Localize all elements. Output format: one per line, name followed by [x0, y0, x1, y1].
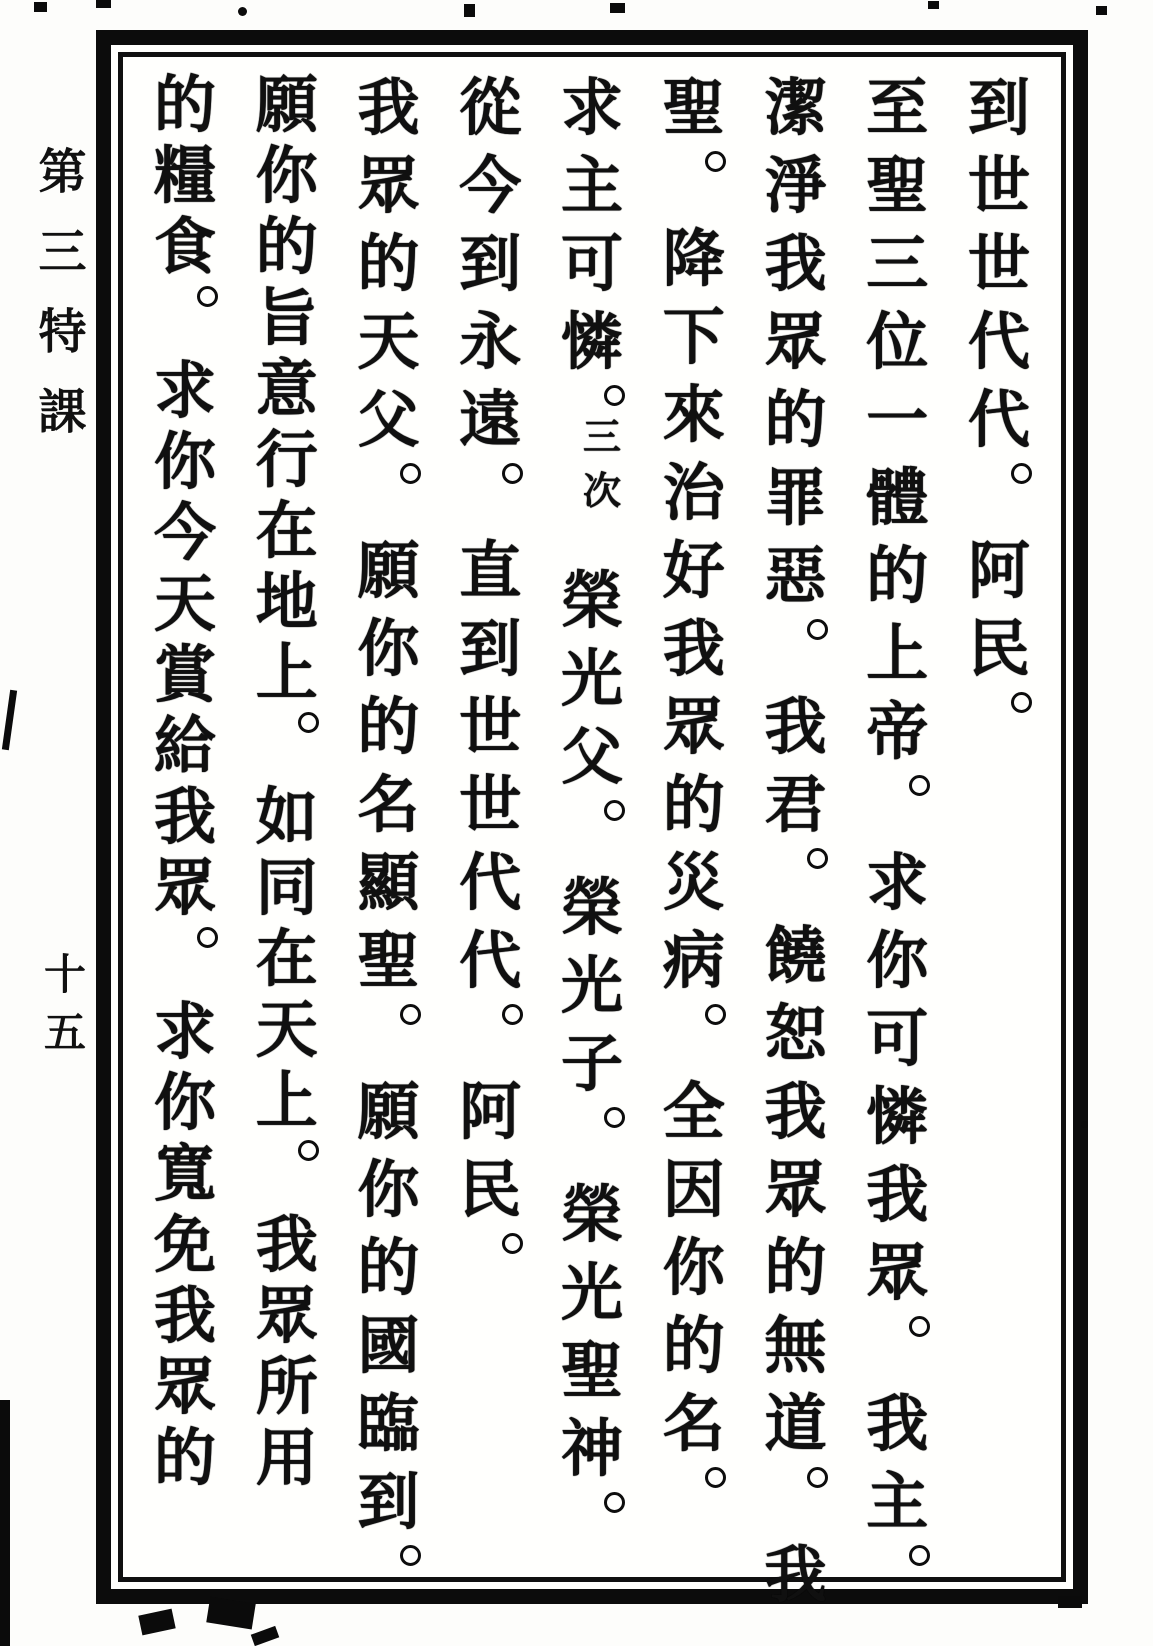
cjk-char: 我: [153, 1279, 216, 1352]
period-mark: [807, 848, 828, 869]
cjk-char: 願: [255, 68, 318, 141]
cjk-char: 憐: [866, 1080, 929, 1153]
cjk-char: 同: [255, 851, 318, 924]
prayer-column-9: [135, 69, 235, 1571]
ink-speck: [96, 0, 111, 8]
cjk-char: 的: [255, 210, 318, 283]
period-mark: [604, 1107, 625, 1128]
text-gap: [184, 952, 186, 996]
cjk-char: 求: [866, 846, 929, 919]
text-gap: [286, 1165, 288, 1209]
period-mark: [298, 712, 319, 733]
page-number: 十五: [38, 952, 87, 1068]
cjk-char: 主: [560, 149, 623, 222]
period-mark: [604, 1492, 625, 1513]
text-gap: [184, 311, 186, 355]
scan-smudge: [138, 1609, 175, 1636]
cjk-char: 我: [255, 1208, 318, 1281]
cjk-char: 眾: [153, 1350, 216, 1423]
period-mark: [909, 1316, 930, 1337]
cjk-char: 下: [662, 300, 725, 373]
cjk-char: 民: [459, 1153, 522, 1226]
cjk-char: 所: [255, 1350, 318, 1423]
period-mark: [909, 1545, 930, 1566]
cjk-char: 你: [866, 924, 929, 997]
cjk-char: 國: [357, 1309, 420, 1382]
cjk-char: 今: [153, 496, 216, 569]
cjk-char: 名: [662, 1387, 725, 1460]
text-gap: [388, 1029, 390, 1073]
cjk-char: 免: [153, 1208, 216, 1281]
cjk-char: 饒: [764, 919, 827, 992]
cjk-char: 我: [153, 780, 216, 853]
cjk-char: 罪: [764, 461, 827, 534]
cjk-char: 神: [560, 1412, 623, 1485]
cjk-char: 光: [560, 1256, 623, 1329]
prayer-column-6: [440, 69, 540, 1571]
cjk-char: 到: [459, 612, 522, 685]
ink-speck: [34, 2, 47, 12]
text-gap: [998, 488, 1000, 532]
cjk-char: 降: [662, 222, 725, 295]
cjk-char: 世: [967, 149, 1030, 222]
cjk-char: 眾: [662, 690, 725, 763]
cjk-char: 帝: [866, 695, 929, 768]
cjk-char: 用: [255, 1421, 318, 1494]
period-mark: [502, 1004, 523, 1025]
cjk-char: 憐: [560, 305, 623, 378]
cjk-char: 從: [459, 71, 522, 144]
period-mark: [502, 1233, 523, 1254]
cjk-char: 你: [153, 1066, 216, 1139]
cjk-char: 惡: [764, 539, 827, 612]
cjk-char: 聖: [560, 1334, 623, 1407]
text-gap: [489, 488, 491, 532]
cjk-char: 可: [560, 227, 623, 300]
cjk-char: 一: [866, 383, 929, 456]
cjk-char: 病: [662, 924, 725, 997]
cjk-char: 給: [153, 709, 216, 782]
cjk-char: 天: [357, 305, 420, 378]
prayer-column-8: [237, 69, 337, 1571]
scan-smudge: [1058, 1596, 1082, 1608]
cjk-char: 君: [764, 768, 827, 841]
cjk-char: 的: [662, 768, 725, 841]
ink-speck: [1081, 1121, 1088, 1128]
cjk-char: 可: [866, 1002, 929, 1075]
cjk-char: 我: [764, 227, 827, 300]
prayer-column-3: [746, 69, 846, 1611]
cjk-char: 永: [459, 305, 522, 378]
cjk-char: 食: [153, 210, 216, 283]
cjk-char: 求: [153, 354, 216, 427]
annotation-char: 三: [582, 414, 621, 459]
cjk-char: 願: [357, 1075, 420, 1148]
cjk-char: 父: [560, 720, 623, 793]
cjk-char: 遠: [459, 383, 522, 456]
cjk-char: 聖: [357, 924, 420, 997]
cjk-char: 全: [662, 1075, 725, 1148]
cjk-char: 榮: [560, 564, 623, 637]
text-gap: [795, 644, 797, 688]
cjk-char: 聖: [866, 149, 929, 222]
period-mark: [1011, 692, 1032, 713]
period-mark: [705, 1004, 726, 1025]
cjk-char: 如: [255, 780, 318, 853]
cjk-char: 代: [459, 846, 522, 919]
cjk-char: 子: [560, 1027, 623, 1100]
period-mark: [705, 1467, 726, 1488]
cjk-char: 我: [662, 612, 725, 685]
cjk-char: 寬: [153, 1137, 216, 1210]
period-mark: [1011, 463, 1032, 484]
scan-smudge: [251, 1626, 280, 1646]
cjk-char: 到: [967, 71, 1030, 144]
cjk-char: 代: [459, 924, 522, 997]
cjk-char: 無: [764, 1309, 827, 1382]
cjk-char: 淨: [764, 149, 827, 222]
period-mark: [604, 800, 625, 821]
text-gap: [795, 1492, 797, 1536]
cjk-char: 在: [255, 494, 318, 567]
cjk-char: 世: [967, 227, 1030, 300]
cjk-char: 顯: [357, 846, 420, 919]
period-mark: [400, 1545, 421, 1566]
prayer-column-4: [644, 69, 744, 1571]
ink-speck: [610, 3, 625, 13]
cjk-char: 我: [764, 690, 827, 763]
cjk-char: 父: [357, 383, 420, 456]
margin-lesson-label: 第三特課: [30, 146, 86, 466]
cjk-char: 至: [866, 71, 929, 144]
period-mark: [502, 463, 523, 484]
period-mark: [705, 151, 726, 172]
cjk-char: 上: [866, 617, 929, 690]
cjk-char: 的: [153, 1421, 216, 1494]
ink-speck: [1096, 6, 1107, 15]
cjk-char: 眾: [764, 305, 827, 378]
page-frame-inner-rule: [118, 52, 1066, 1611]
cjk-char: 民: [967, 612, 1030, 685]
cjk-char: 的: [357, 1231, 420, 1304]
cjk-char: 世: [459, 690, 522, 763]
cjk-char: 潔: [764, 71, 827, 144]
cjk-char: 阿: [967, 534, 1030, 607]
text-gap: [286, 737, 288, 781]
cjk-char: 旨: [255, 281, 318, 354]
cjk-char: 恕: [764, 997, 827, 1070]
cjk-char: 的: [357, 690, 420, 763]
cjk-char: 的: [764, 1231, 827, 1304]
cjk-char: 因: [662, 1153, 725, 1226]
cjk-char: 意: [255, 352, 318, 425]
text-gap: [693, 1029, 695, 1073]
period-mark: [197, 927, 218, 948]
cjk-char: 我: [357, 71, 420, 144]
cjk-char: 到: [357, 1465, 420, 1538]
cjk-char: 來: [662, 378, 725, 451]
cjk-char: 的: [764, 383, 827, 456]
cjk-char: 眾: [255, 1279, 318, 1352]
prayer-column-7: [339, 69, 439, 1571]
cjk-char: 求: [560, 71, 623, 144]
cjk-char: 災: [662, 846, 725, 919]
cjk-char: 的: [662, 1309, 725, 1382]
cjk-char: 代: [967, 305, 1030, 378]
cjk-char: 位: [866, 305, 929, 378]
cjk-char: 代: [967, 383, 1030, 456]
cjk-char: 眾: [153, 851, 216, 924]
page-frame: [96, 30, 1088, 1611]
period-mark: [400, 1004, 421, 1025]
text-gap: [591, 518, 593, 562]
cjk-char: 主: [866, 1465, 929, 1538]
cjk-char: 糧: [153, 139, 216, 212]
cjk-char: 你: [153, 425, 216, 498]
cjk-char: 行: [255, 423, 318, 496]
annotation-char: 次: [582, 468, 621, 513]
cjk-char: 上: [255, 636, 318, 709]
cjk-char: 三: [866, 227, 929, 300]
cjk-char: 臨: [357, 1387, 420, 1460]
cjk-char: 在: [255, 922, 318, 995]
cjk-char: 眾: [357, 149, 420, 222]
cjk-char: 的: [357, 227, 420, 300]
cjk-char: 治: [662, 456, 725, 529]
period-mark: [604, 385, 625, 406]
text-gap: [591, 1132, 593, 1176]
period-mark: [197, 286, 218, 307]
cjk-char: 我: [866, 1387, 929, 1460]
cjk-char: 天: [255, 993, 318, 1066]
cjk-char: 我: [866, 1158, 929, 1231]
cjk-char: 眾: [866, 1236, 929, 1309]
cjk-char: 求: [153, 995, 216, 1068]
ink-speck: [464, 4, 475, 17]
prayer-column-1: [949, 69, 1049, 1571]
cjk-char: 你: [357, 1153, 420, 1226]
period-mark: [807, 1467, 828, 1488]
cjk-char: 你: [662, 1231, 725, 1304]
ink-speck: [928, 1, 939, 9]
cjk-char: 到: [459, 227, 522, 300]
period-mark: [909, 775, 930, 796]
cjk-char: 直: [459, 534, 522, 607]
cjk-char: 我: [764, 1075, 827, 1148]
text-gap: [591, 825, 593, 869]
prayer-text-block: [131, 68, 1053, 1611]
period-mark: [807, 619, 828, 640]
text-gap: [388, 488, 390, 532]
cjk-char: 道: [764, 1387, 827, 1460]
text-gap: [795, 873, 797, 917]
cjk-char: 榮: [560, 871, 623, 944]
cjk-char: 名: [357, 768, 420, 841]
prayer-column-5: [542, 69, 642, 1571]
cjk-char: 光: [560, 949, 623, 1022]
prayer-column-2: [847, 69, 947, 1571]
cjk-char: 阿: [459, 1075, 522, 1148]
cjk-char: 體: [866, 461, 929, 534]
cjk-char: 我: [764, 1538, 827, 1611]
text-gap: [896, 1341, 898, 1385]
cjk-char: 天: [153, 567, 216, 640]
cjk-char: 你: [357, 612, 420, 685]
text-gap: [489, 1029, 491, 1073]
period-mark: [298, 1140, 319, 1161]
cjk-char: 榮: [560, 1178, 623, 1251]
cjk-char: 願: [357, 534, 420, 607]
text-gap: [896, 800, 898, 844]
paper-edge-mark: [2, 690, 17, 750]
cjk-char: 地: [255, 565, 318, 638]
cjk-char: 世: [459, 768, 522, 841]
cjk-char: 今: [459, 149, 522, 222]
cjk-char: 的: [153, 68, 216, 141]
paper-edge-mark: [0, 1400, 10, 1646]
cjk-char: 你: [255, 139, 318, 212]
period-mark: [400, 463, 421, 484]
cjk-char: 上: [255, 1064, 318, 1137]
cjk-char: 光: [560, 642, 623, 715]
cjk-char: 聖: [662, 71, 725, 144]
cjk-char: 的: [866, 539, 929, 612]
text-gap: [693, 176, 695, 220]
cjk-char: 眾: [764, 1153, 827, 1226]
cjk-char: 好: [662, 534, 725, 607]
cjk-char: 賞: [153, 638, 216, 711]
ink-speck: [238, 7, 247, 16]
